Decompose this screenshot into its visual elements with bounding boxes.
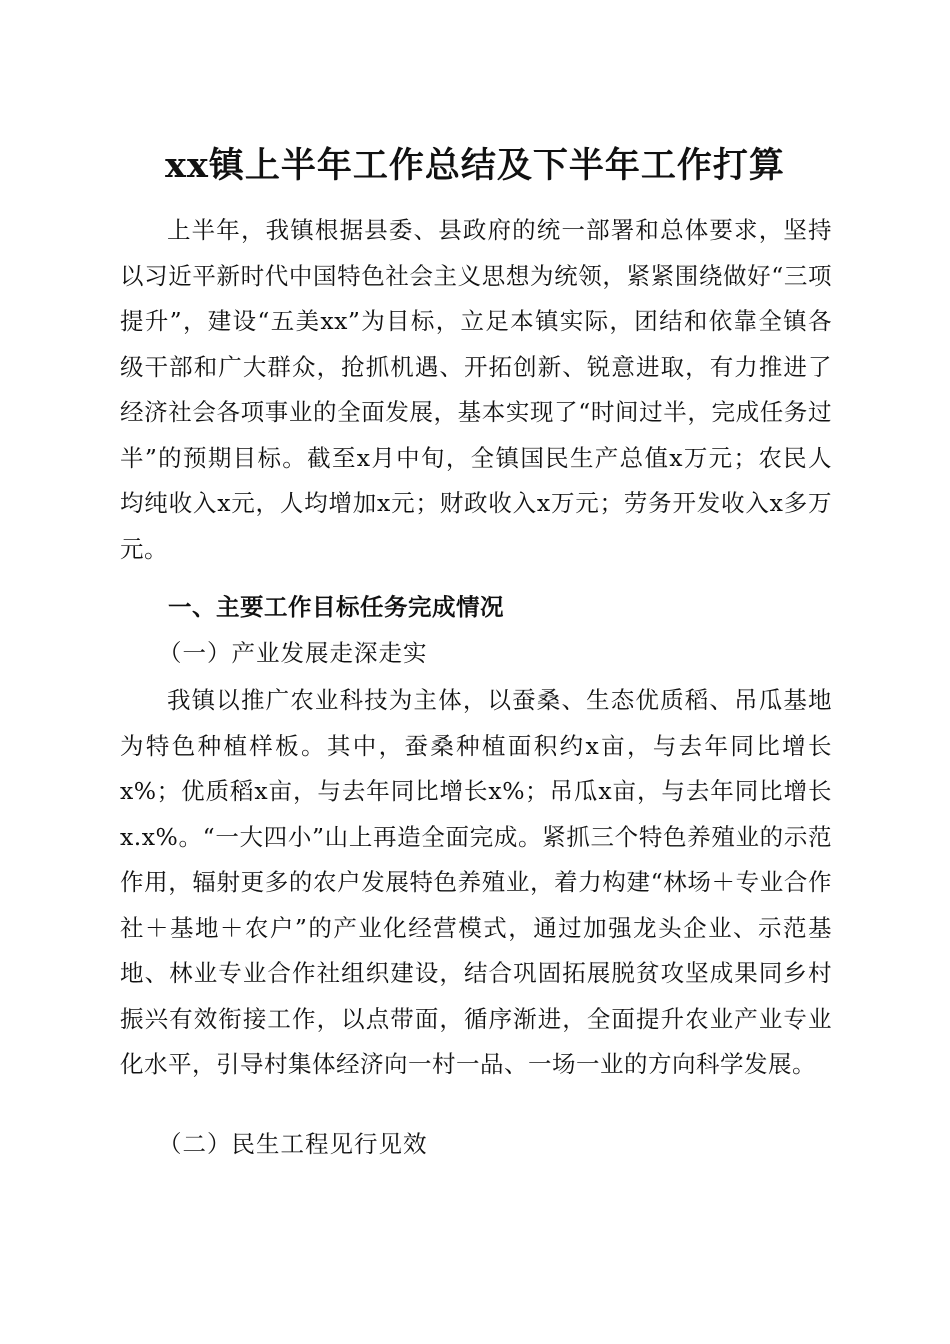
subsection-two-heading: （二）民生工程见行见效 xyxy=(158,1130,428,1158)
document-title: xx镇上半年工作总结及下半年工作打算 xyxy=(165,145,785,186)
section-one-heading: 一、主要工作目标任务完成情况 xyxy=(168,593,504,621)
subsection-one-heading: （一）产业发展走深走实 xyxy=(158,639,428,667)
intro-paragraph: 上半年，我镇根据县委、县政府的统一部署和总体要求，坚持以习近平新时代中国特色社会主义思想为统领，紧紧围绕做好“三项提升”，建设“五美xx”为目标，立足本镇实际，团结和依靠全镇各级干部和广大群众，抢抓机遇、开拓创新、锐意进取，有力推进了经济社会各项事业的全面发展，基本实现了“时间过半，完成任务过半”的预期目标。截至x月中旬，全镇国民生产总值x万元；农民人均纯收入x元，人均增加x元；财政收入x万元；劳务开发收入x多万元。 xyxy=(120,216,832,563)
subsection-one-paragraph: 我镇以推广农业科技为主体，以蚕桑、生态优质稻、吊瓜基地为特色种植样板。其中，蚕桑种植面积约x亩，与去年同比增长x%；优质稻x亩，与去年同比增长x%；吊瓜x亩，与去年同比增长x.x%。“一大四小”山上再造全面完成。紧抓三个特色养殖业的示范作用，辐射更多的农户发展特色养殖业，着力构建“林场＋专业合作社＋基地＋农户”的产业化经营模式，通过加强龙头企业、示范基地、林业专业合作社组织建设，结合巩固拓展脱贫攻坚成果同乡村振兴有效衔接工作，以点带面，循序渐进，全面提升农业产业专业化水平，引导村集体经济向一村一品、一场一业的方向科学发展。 xyxy=(120,686,832,1078)
